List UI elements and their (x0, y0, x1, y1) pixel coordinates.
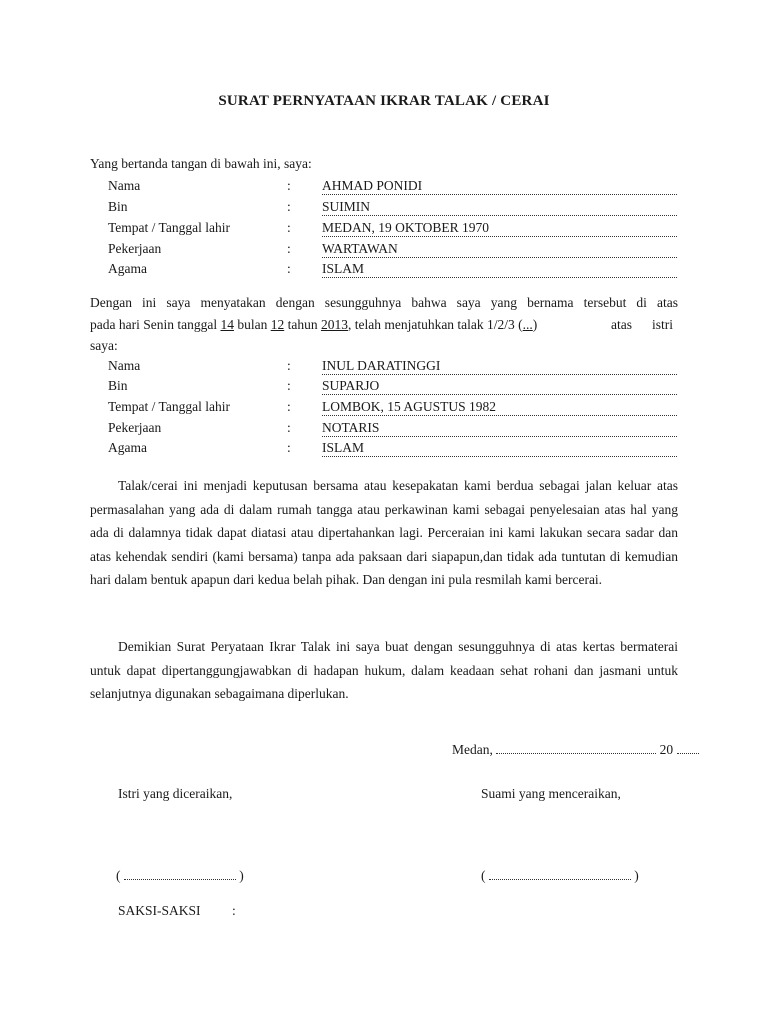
field-label: Tempat / Tanggal lahir (108, 399, 230, 414)
husband-signature-label: Suami yang menceraikan, (481, 786, 621, 801)
document-title: SURAT PERNYATAAN IKRAR TALAK / CERAI (218, 93, 550, 109)
field-value: INUL DARATINGGI (322, 358, 677, 375)
witness-label: SAKSI-SAKSI (118, 903, 201, 918)
field-label: Tempat / Tanggal lahir (108, 220, 230, 235)
wife-signature-line: ( ) (116, 868, 244, 883)
field-label: Agama (108, 440, 147, 455)
day-value: 14 (220, 317, 234, 332)
wife-name-blank (124, 867, 236, 880)
field-label: Agama (108, 261, 147, 276)
field-colon: : (287, 440, 291, 455)
field-label: Bin (108, 378, 128, 393)
witness-colon: : (232, 903, 236, 918)
field-label: Nama (108, 358, 141, 373)
wife-field-birth (108, 399, 680, 419)
field-colon: : (287, 199, 291, 214)
month-value: 12 (270, 317, 285, 332)
field-label: Nama (108, 178, 141, 193)
husband-field-religion (108, 261, 680, 281)
wife-field-job (108, 420, 680, 440)
field-value: SUPARJO (322, 378, 677, 395)
place-date (452, 741, 699, 758)
wife-field-bin (108, 378, 680, 398)
wife-field-name (108, 358, 680, 378)
husband-signature-line: ( ) (481, 868, 639, 883)
intro-text: Yang bertanda tangan di bawah ini, saya: (90, 156, 312, 171)
field-colon: : (287, 358, 291, 373)
body-paragraph-2: Demikian Surat Peryataan Ikrar Talak ini saya buat dengan sesungguhnya di atas kertas bermaterai untuk dapat dipertanggungjawabkan di hadapan hukum, dalam keadaan sehat rohani dan jasmani untuk selanjutnya digunakan sebagaimana diperlukan. (90, 639, 678, 701)
city-label: Medan, (452, 742, 493, 757)
husband-field-job (108, 241, 680, 261)
field-value: MEDAN, 19 OKTOBER 1970 (322, 220, 677, 237)
field-colon: : (287, 220, 291, 235)
declaration-line-2: pada hari Senin tanggal 14 bulan 12 tahun 2013, telah menjatuhkan talak 1/2/3 (...) atas istri (90, 317, 674, 332)
field-value: LOMBOK, 15 AGUSTUS 1982 (322, 399, 677, 416)
husband-field-bin (108, 199, 680, 219)
talak-blank: ... (522, 317, 533, 332)
year-blank (677, 741, 699, 754)
field-colon: : (287, 378, 291, 393)
field-colon: : (287, 399, 291, 414)
year-prefix: 20 (659, 742, 674, 757)
field-value: SUIMIN (322, 199, 677, 216)
wife-field-religion (108, 440, 680, 460)
date-blank (496, 741, 656, 754)
body-paragraph-1: Talak/cerai ini menjadi keputusan bersama atau kesepakatan kami berdua sebagai jalan keluar atas permasalahan yang ada di dalam rumah tangga atau perkawinan kami sebagai penyelesaian atas hal yang ada di dalamnya tidak dapat diatasi atau dipertahankan lagi. Perceraian ini kami lakukan secara sadar dan atas kehendak sendiri (kami bersama) tanpa ada paksaan dari siapapun,dan tidak ada tuntutan di kemudian hari dalam bentuk apapun dari kedua belah pihak. Dan dengan ini pula resmilah kami bercerai. (90, 478, 678, 587)
wife-signature-label: Istri yang diceraikan, (118, 786, 233, 801)
husband-name-blank (489, 867, 631, 880)
field-value: AHMAD PONIDI (322, 178, 677, 195)
field-label: Bin (108, 199, 128, 214)
year-value: 2013 (320, 317, 348, 332)
field-colon: : (287, 241, 291, 256)
husband-field-name (108, 178, 680, 198)
field-colon: : (287, 420, 291, 435)
field-value: WARTAWAN (322, 241, 677, 258)
field-colon: : (287, 178, 291, 193)
field-value: ISLAM (322, 440, 677, 457)
declaration-line-3: saya: (90, 338, 118, 353)
field-value: NOTARIS (322, 420, 677, 437)
field-colon: : (287, 261, 291, 276)
husband-field-birth (108, 220, 680, 240)
field-value: ISLAM (322, 261, 677, 278)
field-label: Pekerjaan (108, 420, 162, 435)
field-label: Pekerjaan (108, 241, 162, 256)
declaration-line-1: Dengan ini saya menyatakan dengan sesungguhnya bahwa saya yang bernama tersebut di atas (90, 295, 678, 310)
